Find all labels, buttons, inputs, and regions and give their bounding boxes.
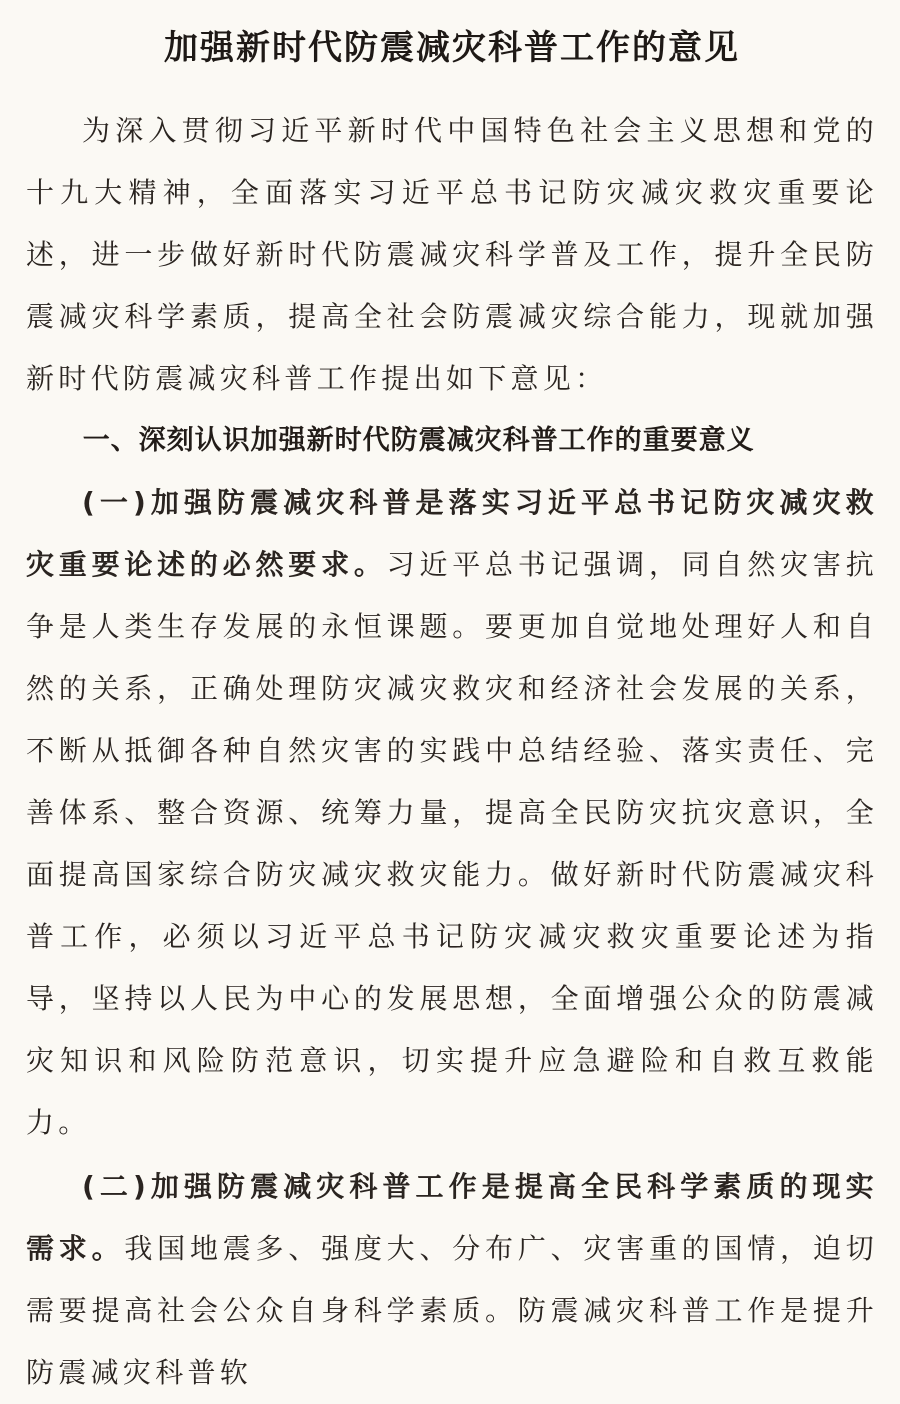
item-two-paragraph xyxy=(26,1156,878,1404)
document-title: 加强新时代防震减灾科普工作的意见 xyxy=(164,28,740,68)
item-one-lead: (一)加强防震减灾科普是落实习近平总书记防灾减灾救灾重要论述的必然要求。 xyxy=(26,486,878,581)
section-heading: 一、深刻认识加强新时代防震减灾科普工作的重要意义 xyxy=(82,425,755,456)
intro-paragraph: 为深入贯彻习近平新时代中国特色社会主义思想和党的十九大精神，全面落实习近平总书记防灾减灾救灾重要论述，进一步做好新时代防震减灾科学普及工作，提升全民防震减灾科学素质，提高全社会防震减灾综合能力，现就加强新时代防震减灾科普工作提出如下意见： xyxy=(26,114,878,395)
item-two-lead: (二)加强防震减灾科普工作是提高全民科学素质的现实需求。 xyxy=(26,1170,878,1265)
item-two-body: 我国地震多、强度大、分布广、灾害重的国情，迫切需要提高社会公众自身科学素质。防震减灾科普工作是提升防震减灾科普软 xyxy=(26,1232,879,1389)
item-one-body: 习近平总书记强调，同自然灾害抗争是人类生存发展的永恒课题。要更加自觉地处理好人和自然的关系，正确处理防灾减灾救灾和经济社会发展的关系，不断从抵御各种自然灾害的实践中总结经验、落实责任、完善体系、整合资源、统筹力量，提高全民防灾抗灾意识，全面提高国家综合防灾减灾救灾能力。做好新时代防震减灾科普工作，必须以习近平总书记防灾减灾救灾重要论述为指导，坚持以人民为中心的发展思想，全面增强公众的防震减灾知识和风险防范意识，切实提升应急避险和自救互救能力。 xyxy=(26,548,878,1139)
item-one-paragraph xyxy=(26,472,878,1154)
